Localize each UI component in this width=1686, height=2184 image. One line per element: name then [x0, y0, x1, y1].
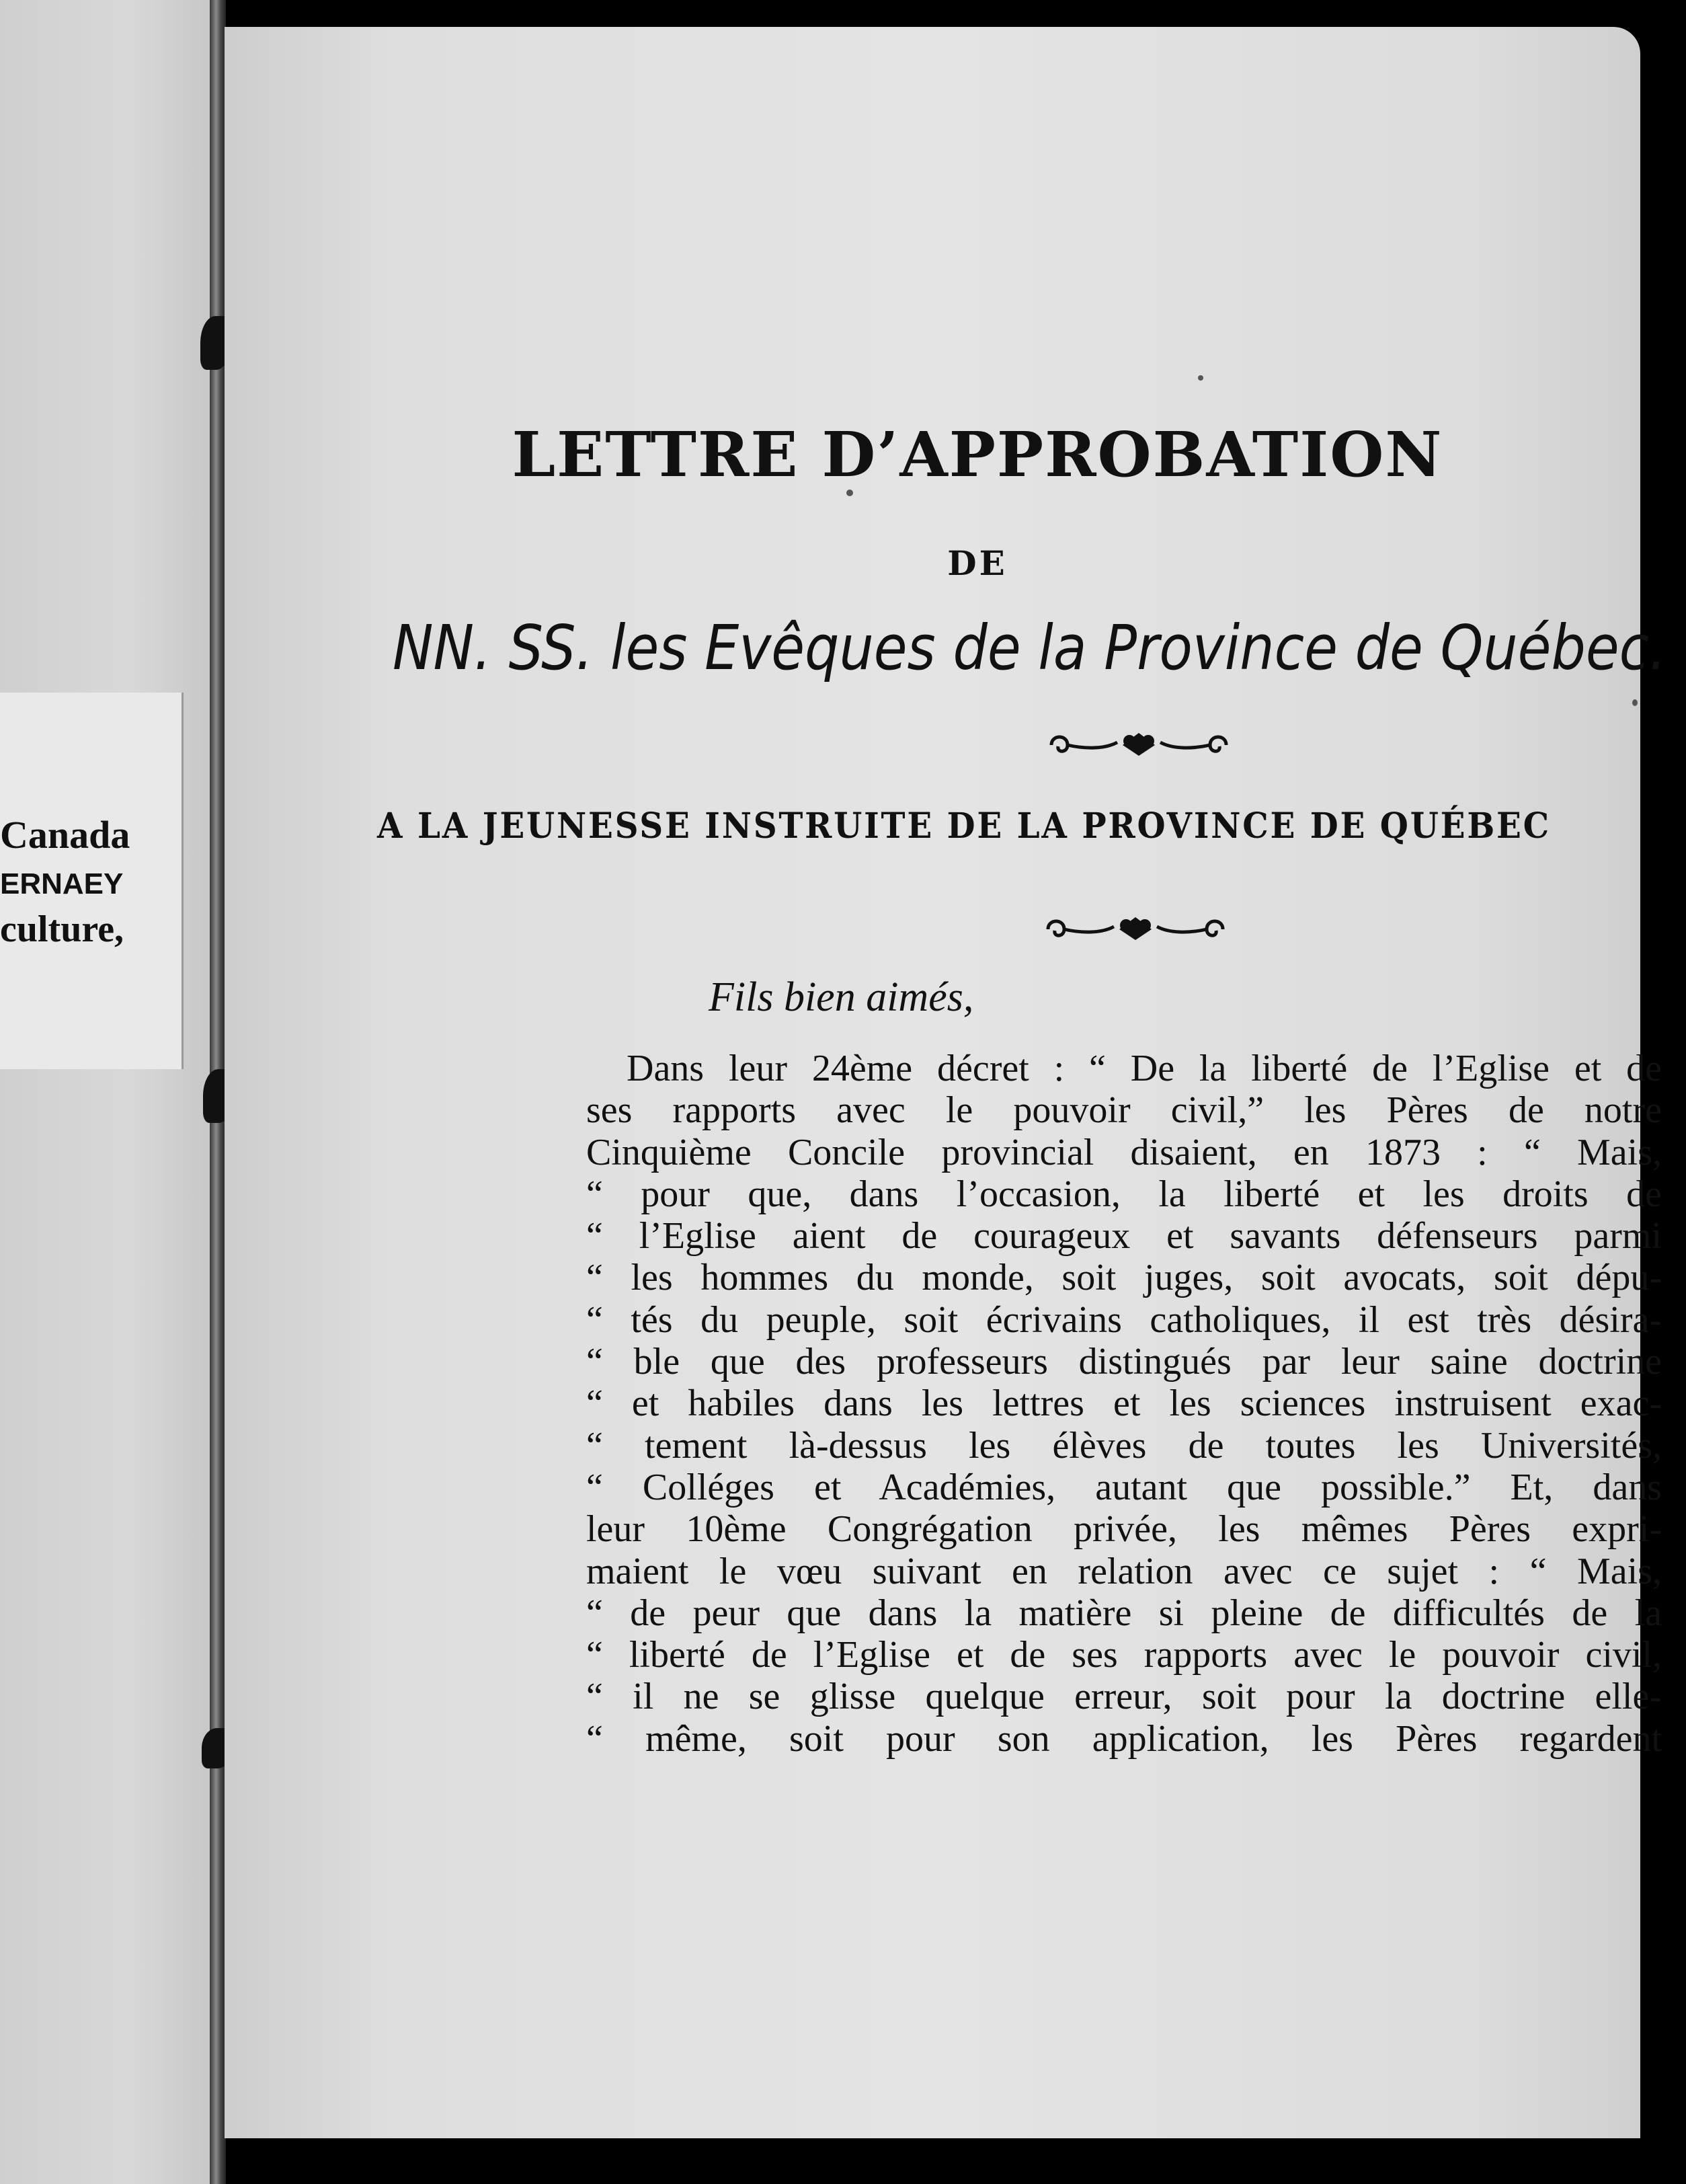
left-facing-page — [0, 0, 216, 2184]
left-page-line: ERNAEY — [0, 867, 124, 900]
body-line: “ Colléges et Académies, autant que possible.” Et, dans — [586, 1466, 1662, 1508]
body-line: “ même, soit pour son application, les Pères regardent — [586, 1717, 1662, 1760]
body-line: “ liberté de l’Eglise et de ses rapports avec le pouvoir civil, — [586, 1634, 1662, 1676]
body-line: “ de peur que dans la matière si pleine de difficultés de la — [586, 1592, 1662, 1634]
main-page — [225, 27, 1667, 2138]
scroll-flourish-ornament-icon — [1038, 725, 1240, 763]
body-line: leur 10ème Congrégation privée, les mêmes Pères expri- — [586, 1508, 1662, 1551]
body-line: maient le vœu suivant en relation avec ce sujet : “ Mais, — [586, 1550, 1662, 1592]
salutation: Fils bien aimés, — [709, 974, 974, 1020]
body-line: “ tés du peuple, soit écrivains catholiques, il est très désira- — [586, 1298, 1662, 1341]
body-line: “ tement là-dessus les élèves de toutes les Universités, — [586, 1424, 1662, 1467]
body-line: ses rapports avec le pouvoir civil,” les Pères de notre — [586, 1089, 1662, 1132]
left-page-line: culture, — [0, 908, 124, 950]
body-line: “ il ne se glisse quelque erreur, soit pour la doctrine elle- — [586, 1676, 1662, 1718]
body-line: “ l’Eglise aient de courageux et savants défenseurs parmi — [586, 1215, 1662, 1257]
title-connector: DE — [947, 543, 1008, 583]
body-line: Dans leur 24ème décret : “ De la liberté de l’Eglise et de — [627, 1048, 1662, 1089]
scroll-flourish-ornament-icon — [1035, 909, 1236, 947]
body-line: Cinquième Concile provincial disaient, en 1873 : “ Mais, — [586, 1131, 1662, 1173]
body-line: “ pour que, dans l’occasion, la liberté et les droits de — [586, 1173, 1662, 1215]
page-speck — [1632, 699, 1638, 706]
page-speck — [1198, 375, 1203, 381]
body-line: “ les hommes du monde, soit juges, soit avocats, soit dépu- — [586, 1257, 1662, 1299]
body-line: “ et habiles dans les lettres et les sciences instruisent exac- — [586, 1382, 1662, 1425]
book-gutter — [210, 0, 226, 2184]
left-page-line: Canada — [0, 813, 130, 857]
letter-body — [586, 1048, 1662, 1760]
page-title: LETTRE D’APPROBATION — [512, 418, 1443, 491]
address-heading: A LA JEUNESSE INSTRUITE DE LA PROVINCE DE QUÉBEC — [377, 806, 1551, 847]
page-subtitle: NN. SS. les Evêques de la Province de Québec. — [393, 612, 1667, 684]
body-line: “ ble que des professeurs distingués par leur saine doctrine — [586, 1341, 1662, 1383]
